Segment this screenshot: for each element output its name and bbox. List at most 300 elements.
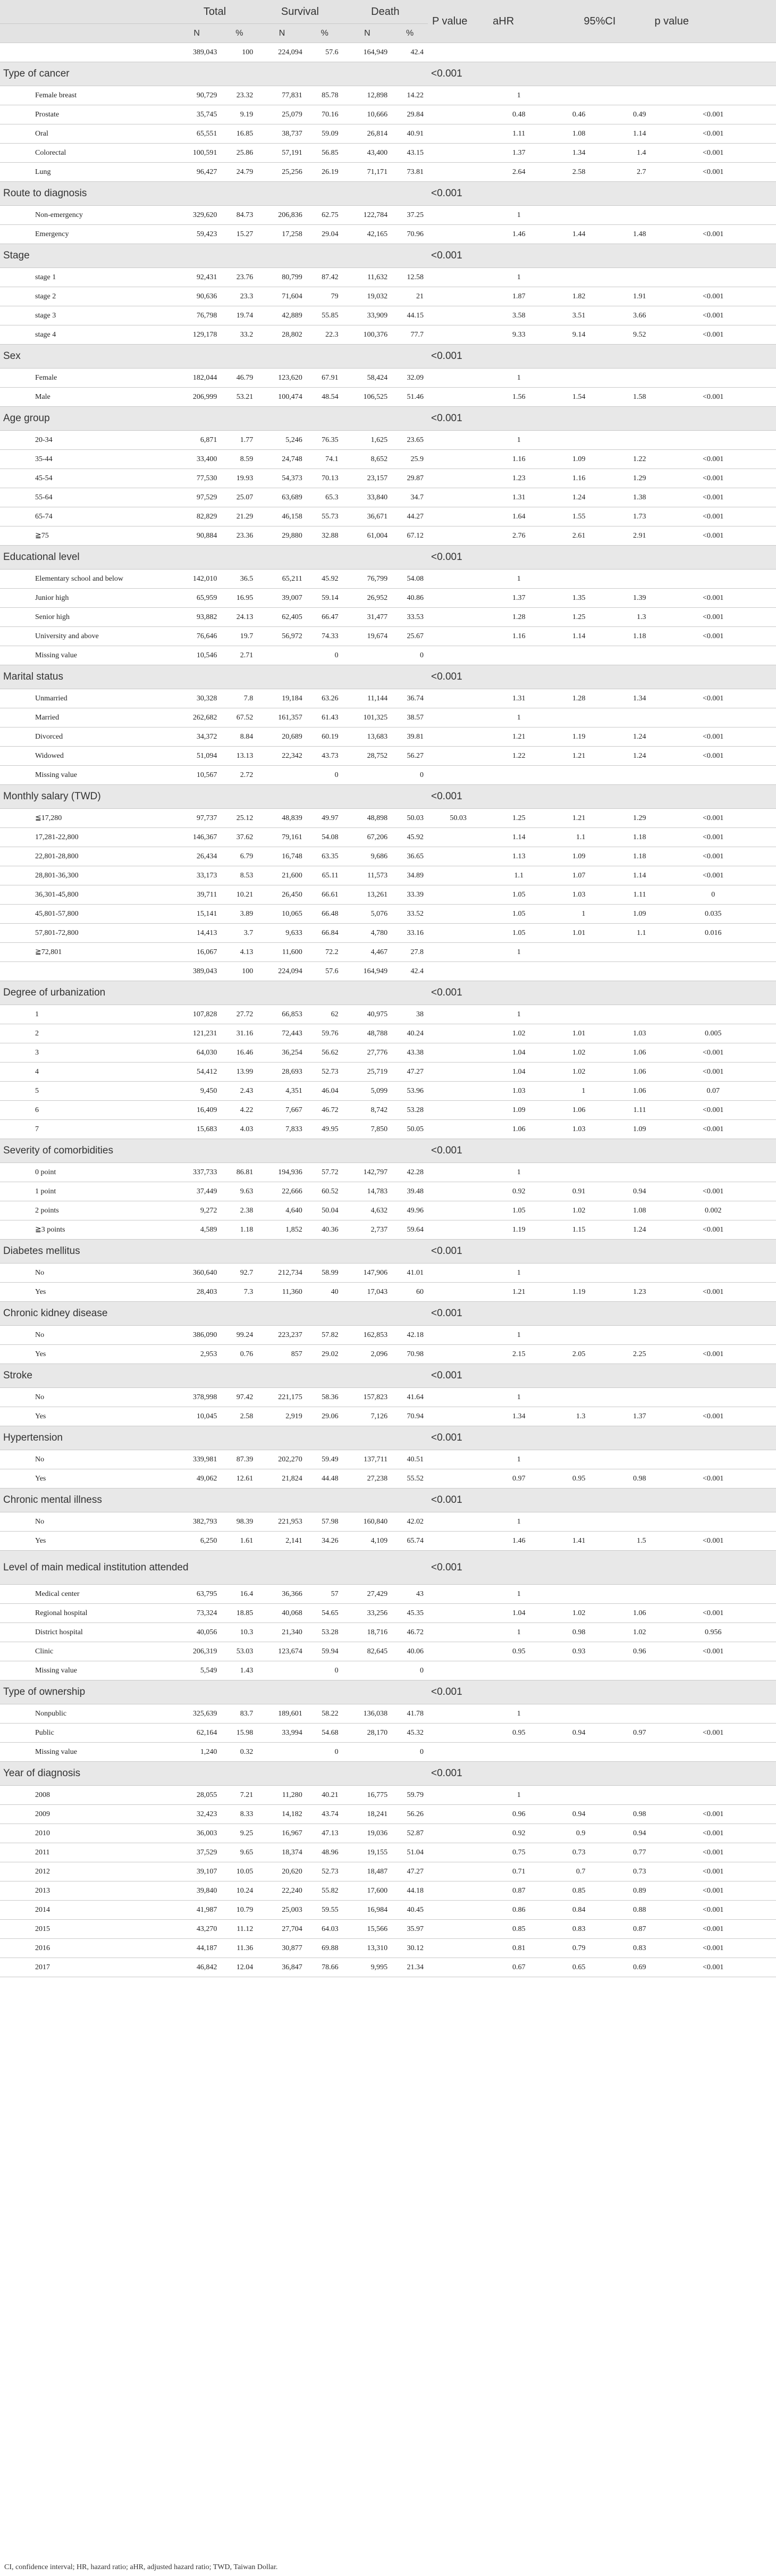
row-label: 2010 <box>0 1824 172 1843</box>
cell-p-value <box>428 1220 488 1240</box>
section-p-value: <0.001 <box>428 1426 488 1450</box>
cell-value: 100 <box>221 962 257 981</box>
cell-ci-low <box>549 1743 589 1762</box>
cell-p-value <box>428 1786 488 1805</box>
cell-value: 32.88 <box>307 526 343 546</box>
row-label: 1 point <box>0 1182 172 1201</box>
cell-value: 161,357 <box>257 708 307 727</box>
cell-p <box>650 1704 776 1724</box>
cell-p-value <box>428 144 488 163</box>
cell-value: 29.87 <box>392 469 428 488</box>
cell-ci-low: 1 <box>549 905 589 924</box>
section-header <box>0 1426 776 1450</box>
cell-value: 2.71 <box>221 646 257 665</box>
cell-p: <0.001 <box>650 507 776 526</box>
cell-value: 78.66 <box>307 1958 343 1977</box>
cell-value: 122,784 <box>343 206 392 225</box>
cell-p <box>650 86 776 105</box>
cell-value: 6,250 <box>172 1532 222 1551</box>
row-label: 2017 <box>0 1958 172 1977</box>
cell-ci-high: 1.3 <box>589 608 650 627</box>
cell-ci-low: 0.94 <box>549 1805 589 1824</box>
row-label: Emergency <box>0 225 172 244</box>
cell-value: 36.65 <box>392 847 428 866</box>
cell-value: 43.73 <box>307 747 343 766</box>
cell-ci-low: 0.95 <box>549 1469 589 1488</box>
cell-ci-high <box>589 1163 650 1182</box>
survival-n: 224,094 <box>257 43 307 62</box>
cell-p: <0.001 <box>650 1063 776 1082</box>
cell-ci-high <box>589 86 650 105</box>
cell-value: 24.13 <box>221 608 257 627</box>
cell-value: 43,270 <box>172 1920 222 1939</box>
section-p-value: <0.001 <box>428 546 488 570</box>
row-label: 7 <box>0 1120 172 1139</box>
cell-value: 2.72 <box>221 766 257 785</box>
table-row <box>0 1005 776 1024</box>
cell-value: 47.27 <box>392 1063 428 1082</box>
section-title: Diabetes mellitus <box>0 1240 428 1264</box>
cell-value: 106,525 <box>343 388 392 407</box>
cell-ahr: 1.19 <box>488 1220 549 1240</box>
section-header <box>0 785 776 809</box>
cell-value: 10.79 <box>221 1901 257 1920</box>
cell-value: 92,431 <box>172 268 222 287</box>
cell-p: <0.001 <box>650 608 776 627</box>
cell-value: 49.95 <box>307 1120 343 1139</box>
cell-value: 70.16 <box>307 105 343 124</box>
cell-ahr: 1.09 <box>488 1101 549 1120</box>
row-label: Female breast <box>0 86 172 105</box>
cell-ahr: 1 <box>488 943 549 962</box>
cell-p: 0 <box>650 885 776 905</box>
cell-value: 53.21 <box>221 388 257 407</box>
cell-value: 2,737 <box>343 1220 392 1240</box>
cell-value: 8.59 <box>221 450 257 469</box>
row-label: 57,801-72,800 <box>0 924 172 943</box>
table-row <box>0 847 776 866</box>
cell-ci-high <box>589 1743 650 1762</box>
cell-p: <0.001 <box>650 1220 776 1240</box>
cell-value: 40 <box>307 1283 343 1302</box>
cell-value: 27.72 <box>221 1005 257 1024</box>
cell-ahr: 1.37 <box>488 144 549 163</box>
cell-value: 223,237 <box>257 1326 307 1345</box>
cell-value: 54.08 <box>392 570 428 589</box>
cell-value: 221,175 <box>257 1388 307 1407</box>
cell-value: 2,953 <box>172 1345 222 1364</box>
table-row <box>0 1469 776 1488</box>
table-row <box>0 488 776 507</box>
cell-value: 15,683 <box>172 1120 222 1139</box>
cell-value: 25.67 <box>392 627 428 646</box>
cell-value: 36.74 <box>392 689 428 708</box>
cell-value: 57,191 <box>257 144 307 163</box>
table-row <box>0 766 776 785</box>
cell-ci-high: 1.34 <box>589 689 650 708</box>
cell-ci-low: 1.06 <box>549 1101 589 1120</box>
row-label: Colorectal <box>0 144 172 163</box>
cell-value: 16,775 <box>343 1786 392 1805</box>
cell-value: 66.48 <box>307 905 343 924</box>
cell-value: 162,853 <box>343 1326 392 1345</box>
cell-ci-high <box>589 431 650 450</box>
table-row <box>0 206 776 225</box>
cell-value: 61,004 <box>343 526 392 546</box>
cell-ci-low: 9.14 <box>549 325 589 345</box>
cell-ci-high: 0.98 <box>589 1805 650 1824</box>
cell-ci-high: 0.89 <box>589 1881 650 1901</box>
cell-ahr: 1 <box>488 1326 549 1345</box>
cell-value: 47.27 <box>392 1862 428 1881</box>
cell-value: 34,372 <box>172 727 222 747</box>
cell-value: 2,919 <box>257 1407 307 1426</box>
cell-ahr: 0.92 <box>488 1182 549 1201</box>
table-row <box>0 905 776 924</box>
cell-value: 26,814 <box>343 124 392 144</box>
row-label <box>0 962 172 981</box>
cell-value: 38,737 <box>257 124 307 144</box>
cell-ci-low: 1.19 <box>549 727 589 747</box>
cell-value: 44.15 <box>392 306 428 325</box>
section-p-value: <0.001 <box>428 1551 488 1585</box>
header-death-pct: % <box>392 24 428 43</box>
cell-value: 18,241 <box>343 1805 392 1824</box>
cell-p-value <box>428 1824 488 1843</box>
cell-value: 63.26 <box>307 689 343 708</box>
cell-value: 17,600 <box>343 1881 392 1901</box>
cell-value: 14,413 <box>172 924 222 943</box>
cell-ahr: 0.97 <box>488 1469 549 1488</box>
cell-value: 10,666 <box>343 105 392 124</box>
cell-ahr: 0.75 <box>488 1843 549 1862</box>
cell-value: 43 <box>392 1585 428 1604</box>
cell-value: 1.61 <box>221 1532 257 1551</box>
cell-value: 33.16 <box>392 924 428 943</box>
cell-value: 8,742 <box>343 1101 392 1120</box>
cell-value: 4.22 <box>221 1101 257 1120</box>
cell-p-value <box>428 627 488 646</box>
cell-ci-high <box>589 1450 650 1469</box>
cell-ci-low: 1.21 <box>549 809 589 828</box>
cell-value: 4,780 <box>343 924 392 943</box>
cell-value: 11,144 <box>343 689 392 708</box>
cell-value: 46,842 <box>172 1958 222 1977</box>
cell-p-value <box>428 1043 488 1063</box>
cell-p-value <box>428 163 488 182</box>
cell-p-value <box>428 1862 488 1881</box>
cell-value: 77,831 <box>257 86 307 105</box>
row-label: No <box>0 1388 172 1407</box>
cell-value: 25,079 <box>257 105 307 124</box>
cell-value: 93,882 <box>172 608 222 627</box>
section-p-value: <0.001 <box>428 1488 488 1512</box>
cell-value: 53.28 <box>392 1101 428 1120</box>
cell-ci-low <box>549 1512 589 1532</box>
cell-p-value <box>428 1939 488 1958</box>
cell-ci-high: 0.94 <box>589 1824 650 1843</box>
cell-p-value <box>428 1881 488 1901</box>
cell-ahr: 1 <box>488 1264 549 1283</box>
cell-p-value <box>428 1901 488 1920</box>
cell-p-value <box>428 1388 488 1407</box>
cell-p <box>650 1585 776 1604</box>
cell-value: 339,981 <box>172 1450 222 1469</box>
row-label: 45,801-57,800 <box>0 905 172 924</box>
cell-p: <0.001 <box>650 105 776 124</box>
row-label: stage 2 <box>0 287 172 306</box>
cell-value: 65.74 <box>392 1532 428 1551</box>
cell-p: <0.001 <box>650 1604 776 1623</box>
cell-p-value <box>428 766 488 785</box>
cell-p: <0.001 <box>650 1532 776 1551</box>
cell-value: 34.89 <box>392 866 428 885</box>
table-row <box>0 1585 776 1604</box>
cell-value: 27,429 <box>343 1585 392 1604</box>
cell-value: 97.42 <box>221 1388 257 1407</box>
cell-ci-low: 1.09 <box>549 847 589 866</box>
cell-ahr: 0.71 <box>488 1862 549 1881</box>
cell-value: 40.21 <box>307 1786 343 1805</box>
section-header <box>0 244 776 268</box>
cell-value: 0 <box>392 766 428 785</box>
cell-value: 30,328 <box>172 689 222 708</box>
cell-value: 46,158 <box>257 507 307 526</box>
cell-value: 35,745 <box>172 105 222 124</box>
cell-ahr: 2.64 <box>488 163 549 182</box>
cell-value: 40,056 <box>172 1623 222 1642</box>
table-row <box>0 1407 776 1426</box>
section-title: Age group <box>0 407 428 431</box>
section-title: Stroke <box>0 1364 428 1388</box>
cell-value: 45.32 <box>392 1724 428 1743</box>
table-row <box>0 1120 776 1139</box>
cell-value: 18,374 <box>257 1843 307 1862</box>
cell-value: 74.33 <box>307 627 343 646</box>
cell-value: 9.25 <box>221 1824 257 1843</box>
cell-ahr: 1.05 <box>488 905 549 924</box>
cell-value: 9.63 <box>221 1182 257 1201</box>
cell-ahr: 1 <box>488 1786 549 1805</box>
section-title: Monthly salary (TWD) <box>0 785 428 809</box>
cell-value: 27,704 <box>257 1920 307 1939</box>
cell-value: 857 <box>257 1345 307 1364</box>
cell-p: <0.001 <box>650 1043 776 1063</box>
row-label: Female <box>0 369 172 388</box>
header-survival-pct: % <box>307 24 343 43</box>
section-p-value: <0.001 <box>428 1364 488 1388</box>
cell-ahr: 1 <box>488 1163 549 1182</box>
cell-value: 11.12 <box>221 1920 257 1939</box>
cell-value: 13,310 <box>343 1939 392 1958</box>
cell-ci-high: 0.88 <box>589 1901 650 1920</box>
cell-p-value <box>428 1264 488 1283</box>
cell-value: 44.18 <box>392 1881 428 1901</box>
section-title: Educational level <box>0 546 428 570</box>
cell-ci-low: 1.24 <box>549 488 589 507</box>
cell-value: 79 <box>307 287 343 306</box>
cell-value: 15,141 <box>172 905 222 924</box>
cell-value: 14,783 <box>343 1182 392 1201</box>
section-header <box>0 407 776 431</box>
table-row <box>0 1642 776 1661</box>
cell-ci-high: 1.08 <box>589 1201 650 1220</box>
cell-p: 0.07 <box>650 1082 776 1101</box>
row-label: 2012 <box>0 1862 172 1881</box>
table-row <box>0 1283 776 1302</box>
cell-value: 194,936 <box>257 1163 307 1182</box>
cell-value: 63,795 <box>172 1585 222 1604</box>
cell-p-value <box>428 325 488 345</box>
cell-value: 100,376 <box>343 325 392 345</box>
cell-ahr: 1.37 <box>488 589 549 608</box>
cell-p: <0.001 <box>650 469 776 488</box>
cell-ahr: 1.1 <box>488 866 549 885</box>
cell-value: 32,423 <box>172 1805 222 1824</box>
cell-value: 52.73 <box>307 1063 343 1082</box>
table-row <box>0 1264 776 1283</box>
cell-ci-low <box>549 1450 589 1469</box>
cell-value: 36.5 <box>221 570 257 589</box>
cell-p-value <box>428 1326 488 1345</box>
row-label: Missing value <box>0 1661 172 1680</box>
cell-ci-low <box>549 268 589 287</box>
cell-value: 4.03 <box>221 1120 257 1139</box>
cell-value: 0 <box>392 1661 428 1680</box>
section-header <box>0 546 776 570</box>
cell-value: 49.97 <box>307 809 343 828</box>
cell-p: <0.001 <box>650 847 776 866</box>
cell-value: 60 <box>392 1283 428 1302</box>
cell-value: 13.99 <box>221 1063 257 1082</box>
cell-value: 0 <box>307 766 343 785</box>
row-label: No <box>0 1264 172 1283</box>
table-row <box>0 1326 776 1345</box>
cell-ci-low <box>549 766 589 785</box>
section-title: Chronic kidney disease <box>0 1302 428 1326</box>
cell-p-value <box>428 1604 488 1623</box>
cell-value: 6,871 <box>172 431 222 450</box>
cell-value: 7.21 <box>221 1786 257 1805</box>
cell-p-value <box>428 828 488 847</box>
cell-ci-high: 1.14 <box>589 124 650 144</box>
cell-value: 12.61 <box>221 1469 257 1488</box>
table-row <box>0 450 776 469</box>
section-title: Stage <box>0 244 428 268</box>
row-label: No <box>0 1512 172 1532</box>
cell-ci-high: 0.83 <box>589 1939 650 1958</box>
cell-value: 16.46 <box>221 1043 257 1063</box>
cell-p-value <box>428 225 488 244</box>
cell-value: 5,549 <box>172 1661 222 1680</box>
cell-value: 1,240 <box>172 1743 222 1762</box>
cell-value: 48,788 <box>343 1024 392 1043</box>
cell-value: 206,836 <box>257 206 307 225</box>
cell-value: 21,600 <box>257 866 307 885</box>
cell-ahr: 1 <box>488 570 549 589</box>
cell-p-value <box>428 507 488 526</box>
cell-value: 67,206 <box>343 828 392 847</box>
cell-value: 90,636 <box>172 287 222 306</box>
row-label: Yes <box>0 1283 172 1302</box>
cell-p: <0.001 <box>650 1939 776 1958</box>
cell-p: <0.001 <box>650 828 776 847</box>
row-label: 2008 <box>0 1786 172 1805</box>
cell-value: 66.84 <box>307 924 343 943</box>
cell-value: 142,797 <box>343 1163 392 1182</box>
row-label: Oral <box>0 124 172 144</box>
cell-value <box>343 1743 392 1762</box>
cell-p: 0.956 <box>650 1623 776 1642</box>
cell-p-value <box>428 1743 488 1762</box>
cell-p: <0.001 <box>650 1469 776 1488</box>
cell-value: 29,880 <box>257 526 307 546</box>
cell-value: 42.28 <box>392 1163 428 1182</box>
cell-ci-low <box>549 708 589 727</box>
cell-p: <0.001 <box>650 1724 776 1743</box>
cell-value: 26,450 <box>257 885 307 905</box>
table-row <box>0 1532 776 1551</box>
cell-ahr <box>488 646 549 665</box>
cell-value: 11,280 <box>257 1786 307 1805</box>
table-row <box>0 1345 776 1364</box>
row-label: 1 <box>0 1005 172 1024</box>
cell-value: 11,632 <box>343 268 392 287</box>
cell-p: <0.001 <box>650 1824 776 1843</box>
cell-value: 64,030 <box>172 1043 222 1063</box>
cell-value: 2,096 <box>343 1345 392 1364</box>
cell-p <box>650 1326 776 1345</box>
row-label: University and above <box>0 627 172 646</box>
cell-value: 4,467 <box>343 943 392 962</box>
cell-ahr: 1.05 <box>488 1201 549 1220</box>
cell-ci-high: 0.94 <box>589 1182 650 1201</box>
cell-p: <0.001 <box>650 1843 776 1862</box>
cell-value: 33.39 <box>392 885 428 905</box>
cell-value: 121,231 <box>172 1024 222 1043</box>
cell-value: 6.79 <box>221 847 257 866</box>
cell-value: 58.22 <box>307 1704 343 1724</box>
cell-value: 123,674 <box>257 1642 307 1661</box>
cell-p <box>650 943 776 962</box>
table-row <box>0 943 776 962</box>
table-row <box>0 1063 776 1082</box>
cell-value: 59.64 <box>392 1220 428 1240</box>
cell-value: 2.38 <box>221 1201 257 1220</box>
cell-value: 14.22 <box>392 86 428 105</box>
row-label: Medical center <box>0 1585 172 1604</box>
cell-p <box>650 1661 776 1680</box>
table-row <box>0 144 776 163</box>
section-p-value: <0.001 <box>428 665 488 689</box>
cell-p: <0.001 <box>650 1901 776 1920</box>
cell-p <box>650 1388 776 1407</box>
cell-value: 189,601 <box>257 1704 307 1724</box>
cell-value: 44,187 <box>172 1939 222 1958</box>
cell-p-value <box>428 1005 488 1024</box>
table-row <box>0 124 776 144</box>
row-label: Lung <box>0 163 172 182</box>
cell-ci-low: 1.28 <box>549 689 589 708</box>
cell-value: 55.73 <box>307 507 343 526</box>
survival-pct: 57.6 <box>307 43 343 62</box>
cell-ci-high: 1.5 <box>589 1532 650 1551</box>
section-header <box>0 981 776 1005</box>
cell-value: 8.33 <box>221 1805 257 1824</box>
cell-p <box>650 206 776 225</box>
cell-p-value <box>428 1283 488 1302</box>
row-label: 4 <box>0 1063 172 1082</box>
